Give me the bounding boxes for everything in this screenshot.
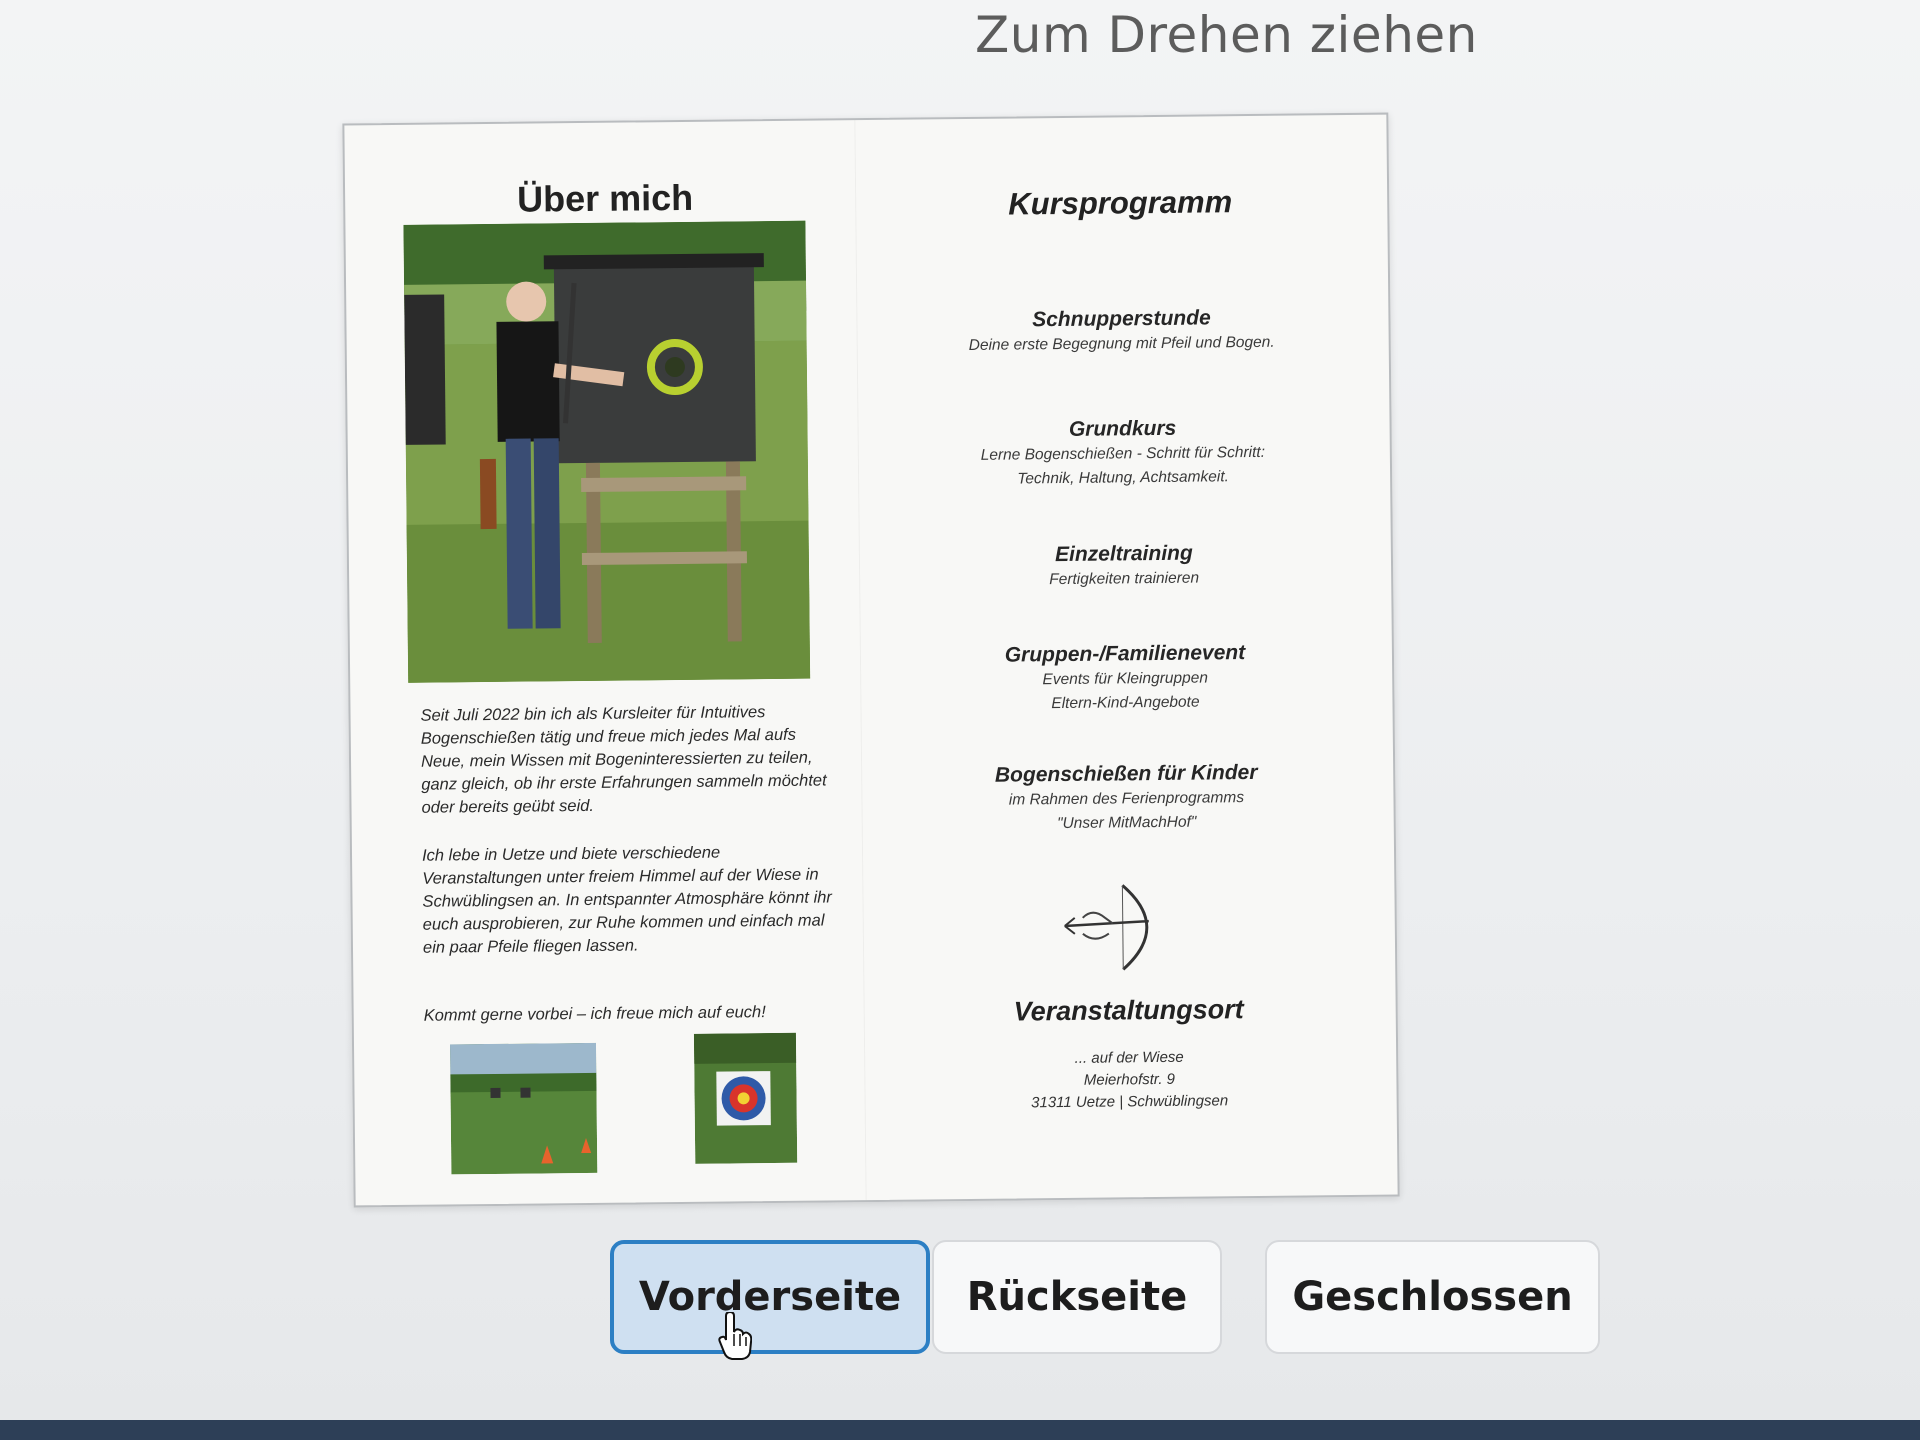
course-desc: Events für Kleingruppen	[1042, 669, 1209, 689]
venue-address	[874, 1045, 1385, 1116]
course-title: Grundkurs	[1068, 416, 1177, 441]
course-item	[866, 305, 1376, 358]
course-item	[870, 640, 1381, 717]
about-paragraph-3: Kommt gerne vorbei – ich freue mich auf euch!	[423, 1003, 766, 1025]
front-side-button[interactable]: Vorderseite	[610, 1240, 930, 1354]
course-item	[867, 415, 1378, 492]
closed-view-button[interactable]: Geschlossen	[1265, 1240, 1600, 1354]
course-title: Bogenschießen für Kinder	[994, 760, 1258, 787]
venue-title: Veranstaltungsort	[1013, 994, 1244, 1027]
course-desc: im Rahmen des Ferienprogramms	[1008, 789, 1245, 809]
bottom-bar	[0, 1420, 1920, 1440]
about-panel	[344, 120, 865, 1205]
course-title: Schnupperstunde	[1032, 306, 1211, 332]
flyer-preview[interactable]	[342, 113, 1399, 1208]
about-paragraph-1: Seit Juli 2022 bin ich als Kursleiter für Intuitives Bogenschießen tätig und freue mich jedes Mal aufs Neue, mein Wissen mit Bogeninteressierten zu teilen, ganz gleich, ob ihr erste Erfahrungen sammeln möchtet oder bereits geübt seid.	[420, 703, 827, 817]
venue-line: ... auf der Wiese	[1074, 1048, 1184, 1067]
archer-photo	[403, 221, 810, 683]
program-title: Kursprogramm	[1008, 184, 1233, 222]
back-side-button[interactable]: Rückseite	[932, 1240, 1222, 1354]
venue-line: Meierhofstr. 9	[1083, 1070, 1176, 1089]
about-paragraph-2: Ich lebe in Uetze und biete verschiedene Veranstaltungen unter freiem Himmel auf der Wiese in Schwüblingsen an. In entspannter Atmosphäre könnt ihr euch ausprobieren, zur Ruhe kommen und einfach mal ein paar Pfeile fliegen lassen.	[421, 843, 832, 957]
archer-logo-icon	[1052, 877, 1163, 978]
course-desc: Technik, Haltung, Achtsamkeit.	[1017, 468, 1230, 488]
rotate-hint: Zum Drehen ziehen	[975, 6, 1478, 64]
course-desc: Eltern-Kind-Angebote	[1051, 693, 1200, 713]
course-desc: Deine erste Begegnung mit Pfeil und Bogen.	[968, 333, 1275, 354]
course-item	[869, 540, 1379, 593]
course-desc: "Unser MitMachHof"	[1056, 813, 1197, 833]
hand-cursor-icon	[718, 1312, 752, 1360]
target-photo	[694, 1033, 797, 1164]
about-title: Über mich	[516, 176, 694, 220]
course-desc: Fertigkeiten trainieren	[1049, 569, 1200, 589]
course-desc: Lerne Bogenschießen - Schritt für Schritt:	[980, 443, 1266, 464]
field-photo	[450, 1043, 597, 1175]
venue-line: 31311 Uetze | Schwüblingsen	[1031, 1092, 1229, 1112]
course-item	[871, 760, 1382, 837]
course-title: Gruppen-/Familienevent	[1004, 641, 1246, 667]
program-panel	[864, 115, 1385, 1200]
course-title: Einzeltraining	[1054, 541, 1193, 567]
